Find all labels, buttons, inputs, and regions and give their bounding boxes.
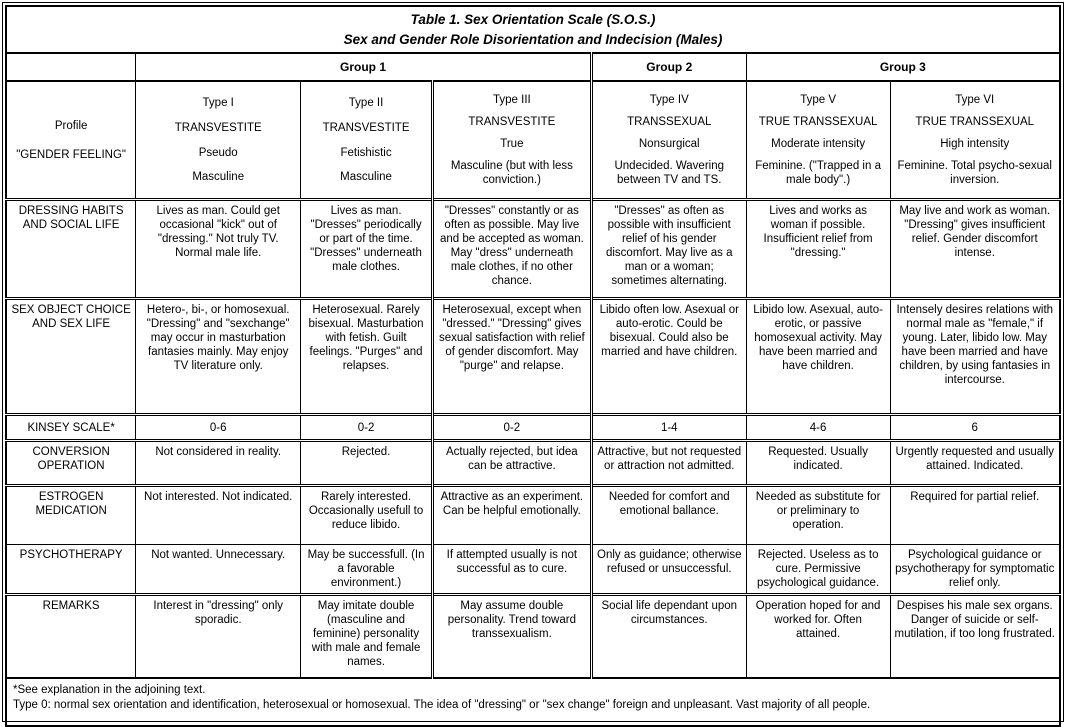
type-v-subtype: Moderate intensity xyxy=(771,138,866,151)
dressing-cell-type-iii: "Dresses" constantly or as often as possible. May live and be accepted as woman. May "dress" underneath male clothes, if no other chance. xyxy=(432,200,591,299)
type-vi-name: TRUE TRANSSEXUAL xyxy=(915,116,1035,129)
kinsey-cell-type-i: 0-6 xyxy=(136,415,301,441)
type-iii-subtype: True xyxy=(500,138,524,151)
dressing-cell-type-vi: May live and work as woman. "Dressing" gives insufficient relief. Gender discomfort intense. xyxy=(890,200,1060,299)
footnotes-cell xyxy=(6,678,1060,726)
type-i-feeling: Masculine xyxy=(192,171,245,184)
group-1-header: Group 1 xyxy=(136,53,592,81)
psychotherapy-cell-type-i: Not wanted. Unnecessary. xyxy=(136,545,301,595)
profile-row xyxy=(6,81,1060,200)
psychotherapy-cell-type-v: Rejected. Useless as to cure. Permissive psychological guidance. xyxy=(746,545,890,595)
profile-cell-type-iii xyxy=(432,81,591,200)
estrogen-cell-type-v: Needed as substitute for or preliminary to operation. xyxy=(746,486,890,545)
type-i-name: TRANSVESTITE xyxy=(174,121,262,134)
type-ii-name: TRANSVESTITE xyxy=(322,121,410,134)
row-label-estrogen-medication: ESTROGEN MEDICATION xyxy=(6,486,136,545)
conversion-cell-type-vi: Urgently requested and usually attained. Indicated. xyxy=(890,441,1060,486)
group-2-header: Group 2 xyxy=(591,53,746,81)
profile-cell-type-i xyxy=(136,81,301,200)
type-i-heading: Type I xyxy=(202,96,234,109)
estrogen-cell-type-iv: Needed for comfort and emotional ballance. xyxy=(591,486,746,545)
type-iv-name: TRANSSEXUAL xyxy=(627,116,712,129)
psychotherapy-row xyxy=(6,545,1060,595)
conversion-cell-type-v: Requested. Usually indicated. xyxy=(746,441,890,486)
conversion-operation-row xyxy=(6,441,1060,486)
remarks-cell-type-iii: May assume double personality. Trend toward transsexualism. xyxy=(432,595,591,678)
type-iii-heading: Type III xyxy=(493,94,531,107)
sex-object-row xyxy=(6,299,1060,415)
estrogen-cell-type-i: Not interested. Not indicated. xyxy=(136,486,301,545)
remarks-cell-type-ii: May imitate double (masculine and feminine) personality with male and female names. xyxy=(301,595,433,678)
remarks-row xyxy=(6,595,1060,678)
type-ii-heading: Type II xyxy=(348,96,384,109)
footnotes-row xyxy=(6,678,1060,726)
table-title-cell xyxy=(6,6,1060,53)
profile-label-line1: Profile xyxy=(54,119,88,132)
kinsey-cell-type-iv: 1-4 xyxy=(591,415,746,441)
group-header-row xyxy=(6,53,1060,81)
type-vi-subtype: High intensity xyxy=(940,138,1010,151)
estrogen-cell-type-iii: Attractive as an experiment. Can be helpful emotionally. xyxy=(432,486,591,545)
type-vi-feeling: Feminine. Total psycho-sexual inversion. xyxy=(897,160,1052,187)
group-header-empty-cell xyxy=(6,53,136,81)
title-row xyxy=(6,6,1060,53)
footnote-line2: Type 0: normal sex orientation and identification, heterosexual or homosexual. The idea of "dressing" or "sex change" foreign and unpleasant. Vast majority of all people. xyxy=(13,699,871,712)
type-ii-subtype: Fetishistic xyxy=(340,146,392,159)
conversion-cell-type-iv: Attractive, but not requested or attraction not admitted. xyxy=(591,441,746,486)
remarks-cell-type-iv: Social life dependant upon circumstances. xyxy=(591,595,746,678)
dressing-cell-type-iv: "Dresses" as often as possible with insufficient relief of his gender discomfort. May live as a man or a woman; sometimes alternating. xyxy=(591,200,746,299)
row-label-profile xyxy=(6,81,136,200)
kinsey-cell-type-v: 4-6 xyxy=(746,415,890,441)
profile-label-line2: "GENDER FEELING" xyxy=(16,148,126,161)
sex-object-cell-type-v: Libido low. Asexual, auto-erotic, or passive homosexual activity. May have been married and have children. xyxy=(746,299,890,415)
dressing-habits-row xyxy=(6,200,1060,299)
footnote-line1: *See explanation in the adjoining text. xyxy=(13,683,206,696)
estrogen-medication-row xyxy=(6,486,1060,545)
sos-table xyxy=(5,5,1061,727)
psychotherapy-cell-type-iv: Only as guidance; otherwise refused or unsuccessful. xyxy=(591,545,746,595)
profile-cell-type-vi xyxy=(890,81,1060,200)
remarks-cell-type-vi: Despises his male sex organs. Danger of suicide or self-mutilation, if too long frustrated. xyxy=(890,595,1060,678)
dressing-cell-type-i: Lives as man. Could get occasional "kick" out of "dressing." Not truly TV. Normal male life. xyxy=(136,200,301,299)
dressing-cell-type-v: Lives and works as woman if possible. Insufficient relief from "dressing." xyxy=(746,200,890,299)
sex-object-cell-type-iv: Libido often low. Asexual or auto-erotic. Could be bisexual. Could also be married and have children. xyxy=(591,299,746,415)
profile-cell-type-ii xyxy=(301,81,433,200)
estrogen-cell-type-vi: Required for partial relief. xyxy=(890,486,1060,545)
row-label-remarks: REMARKS xyxy=(6,595,136,678)
group-3-header: Group 3 xyxy=(746,53,1060,81)
type-i-subtype: Pseudo xyxy=(198,146,238,159)
profile-cell-type-v xyxy=(746,81,890,200)
type-vi-heading: Type VI xyxy=(955,94,995,107)
sex-object-cell-type-i: Hetero-, bi-, or homosexual. "Dressing" and "sexchange" may occur in masturbation fantasies mainly. May enjoy TV literature only. xyxy=(136,299,301,415)
row-label-kinsey-scale: KINSEY SCALE* xyxy=(6,415,136,441)
psychotherapy-cell-type-iii: If attempted usually is not successful as to cure. xyxy=(432,545,591,595)
type-v-heading: Type V xyxy=(800,94,836,107)
remarks-cell-type-i: Interest in "dressing" only sporadic. xyxy=(136,595,301,678)
profile-cell-type-iv xyxy=(591,81,746,200)
dressing-cell-type-ii: Lives as man. "Dresses" periodically or part of the time. "Dresses" underneath male clothes. xyxy=(301,200,433,299)
type-v-name: TRUE TRANSSEXUAL xyxy=(758,116,878,129)
kinsey-cell-type-ii: 0-2 xyxy=(301,415,433,441)
row-label-psychotherapy: PSYCHOTHERAPY xyxy=(6,545,136,595)
table-title-line2: Sex and Gender Role Disorientation and Indecision (Males) xyxy=(343,31,723,47)
kinsey-cell-type-vi: 6 xyxy=(890,415,1060,441)
psychotherapy-cell-type-ii: May be successfull. (In a favorable environment.) xyxy=(301,545,433,595)
kinsey-cell-type-iii: 0-2 xyxy=(432,415,591,441)
row-label-dressing-habits: DRESSING HABITS AND SOCIAL LIFE xyxy=(6,200,136,299)
conversion-cell-type-ii: Rejected. xyxy=(301,441,433,486)
conversion-cell-type-iii: Actually rejected, but idea can be attractive. xyxy=(432,441,591,486)
table-title-line1: Table 1. Sex Orientation Scale (S.O.S.) xyxy=(410,12,656,27)
type-iv-feeling: Undecided. Wavering between TV and TS. xyxy=(614,160,725,187)
sex-object-cell-type-vi: Intensely desires relations with normal male as "female," if young. Later, libido low. May have been married and have children, by using fantasies in intercourse. xyxy=(890,299,1060,415)
page-frame xyxy=(2,2,1064,722)
type-iii-name: TRANSVESTITE xyxy=(468,116,556,129)
type-iv-subtype: Nonsurgical xyxy=(638,138,700,151)
conversion-cell-type-i: Not considered in reality. xyxy=(136,441,301,486)
estrogen-cell-type-ii: Rarely interested. Occasionally usefull to reduce libido. xyxy=(301,486,433,545)
type-iv-heading: Type IV xyxy=(649,94,689,107)
sex-object-cell-type-iii: Heterosexual, except when "dressed." "Dressing" gives sexual satisfaction with relief of gender discomfort. May "purge" and relapse. xyxy=(432,299,591,415)
type-ii-feeling: Masculine xyxy=(340,171,392,184)
kinsey-scale-row xyxy=(6,415,1060,441)
remarks-cell-type-v: Operation hoped for and worked for. Often attained. xyxy=(746,595,890,678)
type-iii-feeling: Masculine (but with less conviction.) xyxy=(450,160,573,187)
row-label-conversion-operation: CONVERSION OPERATION xyxy=(6,441,136,486)
psychotherapy-cell-type-vi: Psychological guidance or psychotherapy for symptomatic relief only. xyxy=(890,545,1060,595)
sex-object-cell-type-ii: Heterosexual. Rarely bisexual. Masturbation with fetish. Guilt feelings. "Purges" and relapses. xyxy=(301,299,433,415)
type-v-feeling: Feminine. ("Trapped in a male body".) xyxy=(755,160,881,187)
row-label-sex-object: SEX OBJECT CHOICE AND SEX LIFE xyxy=(6,299,136,415)
